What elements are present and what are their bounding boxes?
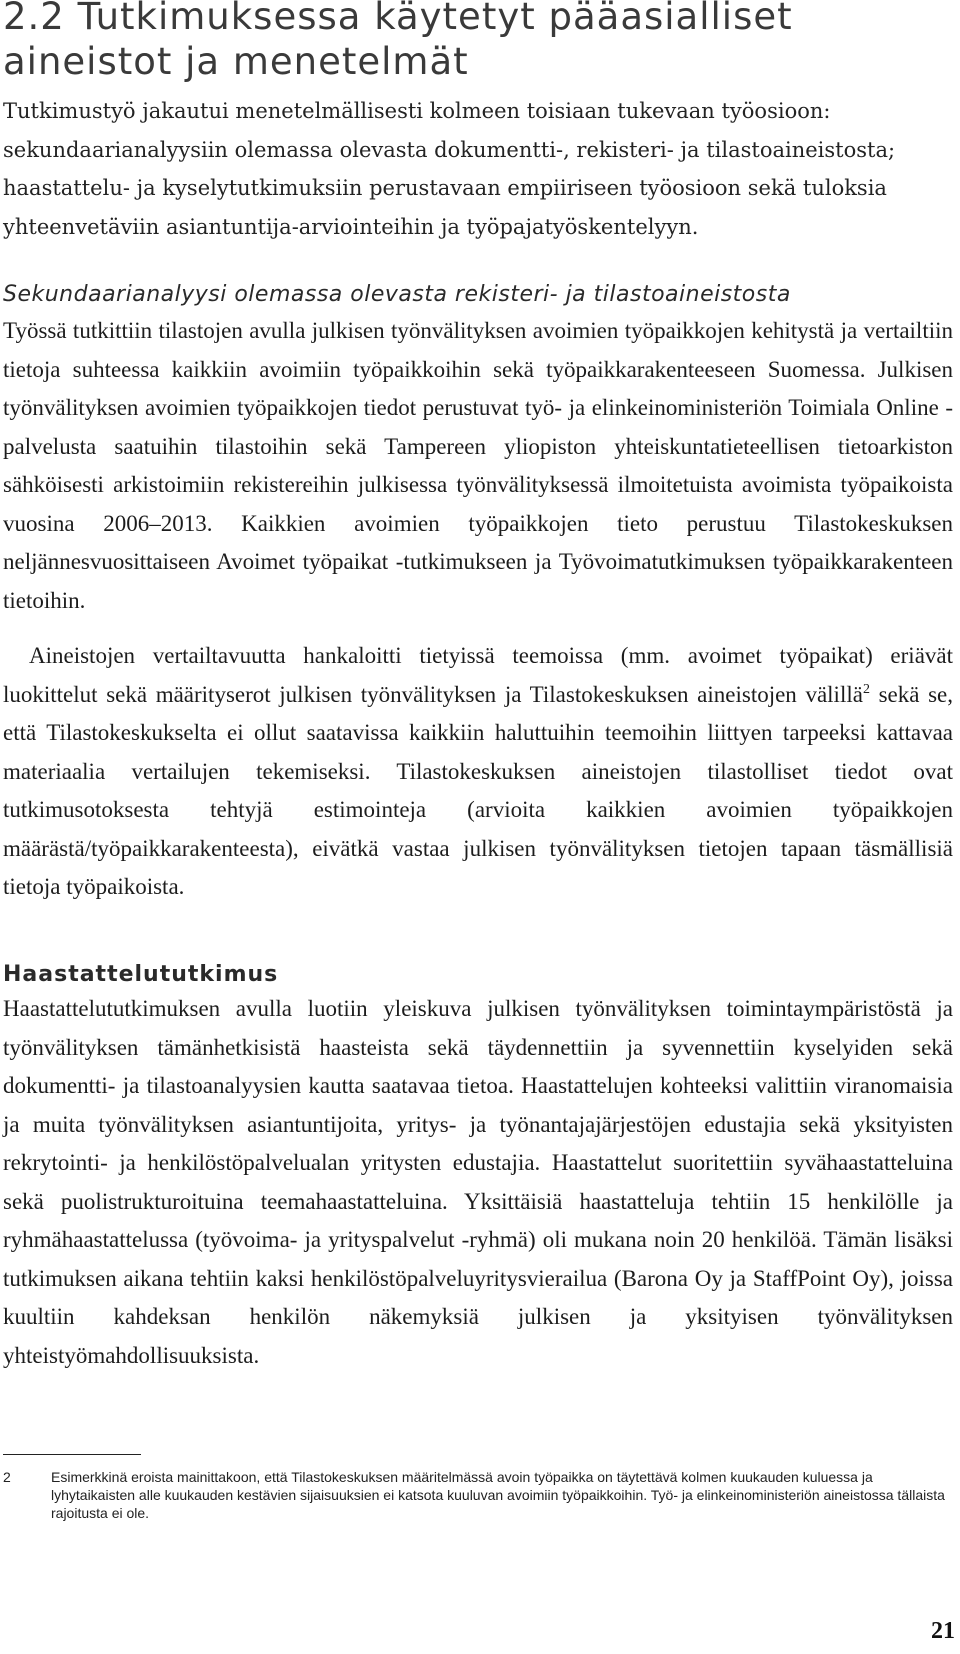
subheading-secondary-analysis: Sekundaarianalyysi olemassa olevasta rekisteri- ja tilastoaineistosta (3, 282, 791, 307)
secondary-analysis-paragraph-1: Työssä tutkittiin tilastojen avulla julkisen työnvälityksen avoimien työpaikkojen kehitystä ja vertailtiin tietoja suhteessa kaikkiin avoimiin työpaikkoihin sekä työpaikkarakenteeseen Suomessa. Julkisen työnvälityksen avoimien työpaikkojen tiedot perustuvat työ- ja elinkeinoministeriön Toimiala Online -palvelusta saatuihin tilastoihin sekä Tampereen yliopiston yhteiskuntatieteellisen tietoarkiston sähköisesti arkistoimiin rekistereihin julkisessa työnvälityksessä ilmoitetuista avoimista työpaikoista vuosina 2006–2013. Kaikkien avoimien työpaikkojen tieto perustuu Tilastokeskuksen neljännesvuosittaiseen Avoimet työpaikat -tutkimukseen ja Työvoimatutkimuksen työpaikkarakenteen tietoihin. (3, 318, 953, 613)
section-heading: 2.2 Tutkimuksessa käytetyt pääasialliset aineistot ja menetelmät (3, 0, 793, 83)
paragraph-2-text-after: sekä se, että Tilastokeskukselta ei ollut saatavissa kaikkiin haluttuihin teemoihin liittyen tarpeeksi kattavaa materiaalia vertailujen tekemiseksi. Tilastokeskuksen aineistojen tilastolliset tiedot ovat tutkimusotoksesta tehtyjä estimointeja (arvioita kaikkien avoimien työpaikkojen määrästä/työpaikkarakenteesta), eivätkä vastaa julkisen työnvälityksen tietojen tapaan täsmällisiä tietoja työpaikoista. (3, 681, 953, 899)
footnote-divider (3, 1454, 141, 1455)
footnote (3, 1468, 948, 1522)
footnote-text: Esimerkkinä eroista mainittakoon, että Tilastokeskuksen määritelmässä avoin työpaikka on täytettävä kolmen kuukauden kuluessa ja lyhytaikaisten alle kuukauden kestävien sijaisuuksien ei katsota kuuluvan avoimiin työpaikkoihin. Työ- ja elinkeinoministeriön aineistossa tällaista rajoitusta ei ole. (51, 1469, 945, 1521)
subheading-interview-study: Haastattelututkimus (3, 962, 279, 987)
intro-paragraph: Tutkimustyö jakautui menetelmällisesti kolmeen toisiaan tukevaan työosioon: sekundaarianalyysiin olemassa olevasta dokumentti-, rekisteri- ja tilastoaineistosta; haastattelu- ja kyselytutkimuksiin perustavaan empiiriseen työosioon sekä tuloksia yhteenvetäviin asiantuntija-arviointeihin ja työpajatyöskentelyyn. (3, 99, 896, 239)
paragraph-2-text-before: Aineistojen vertailtavuutta hankaloitti tietyissä teemoissa (mm. avoimet työpaikat) eriävät luokittelut sekä määrityserot julkisen työnvälityksen ja Tilastokeskuksen aineistojen välillä (3, 643, 953, 707)
page-number: 21 (931, 1618, 955, 1644)
footnote-number: 2 (3, 1469, 11, 1485)
footnote-reference[interactable]: 2 (862, 681, 870, 697)
interview-paragraph: Haastattelututkimuksen avulla luotiin yleiskuva julkisen työnvälityksen toimintaympäristöstä ja työnvälityksen tämänhetkisistä haasteista sekä täydennettiin ja syvennettiin kyselyiden sekä dokumentti- ja tilastoanalyysien kautta saatavaa tietoa. Haastattelujen kohteeksi valittiin viranomaisia ja muita työnvälityksen asiantuntijoita, yritys- ja työnantajajärjestöjen edustajia sekä yksityisten rekrytointi- ja henkilöstöpalvelualan yritysten edustajia. Haastattelut suoritettiin syvähaastatteluina sekä puolistrukturoituina teemahaastatteluina. Yksittäisiä haastatteluja tehtiin 15 henkilölle ja ryhmähaastattelussa (työvoima- ja yrityspalvelut -ryhmä) oli mukana noin 20 henkilöä. Tämän lisäksi tutkimuksen aikana tehtiin kaksi henkilöstöpalveluyritysvierailua (Barona Oy ja StaffPoint Oy), joissa kuultiin kahdeksan henkilön näkemyksiä julkisen ja yksityisen työnvälityksen yhteistyömahdollisuuksista. (3, 996, 953, 1368)
secondary-analysis-paragraph-2 (3, 637, 953, 907)
